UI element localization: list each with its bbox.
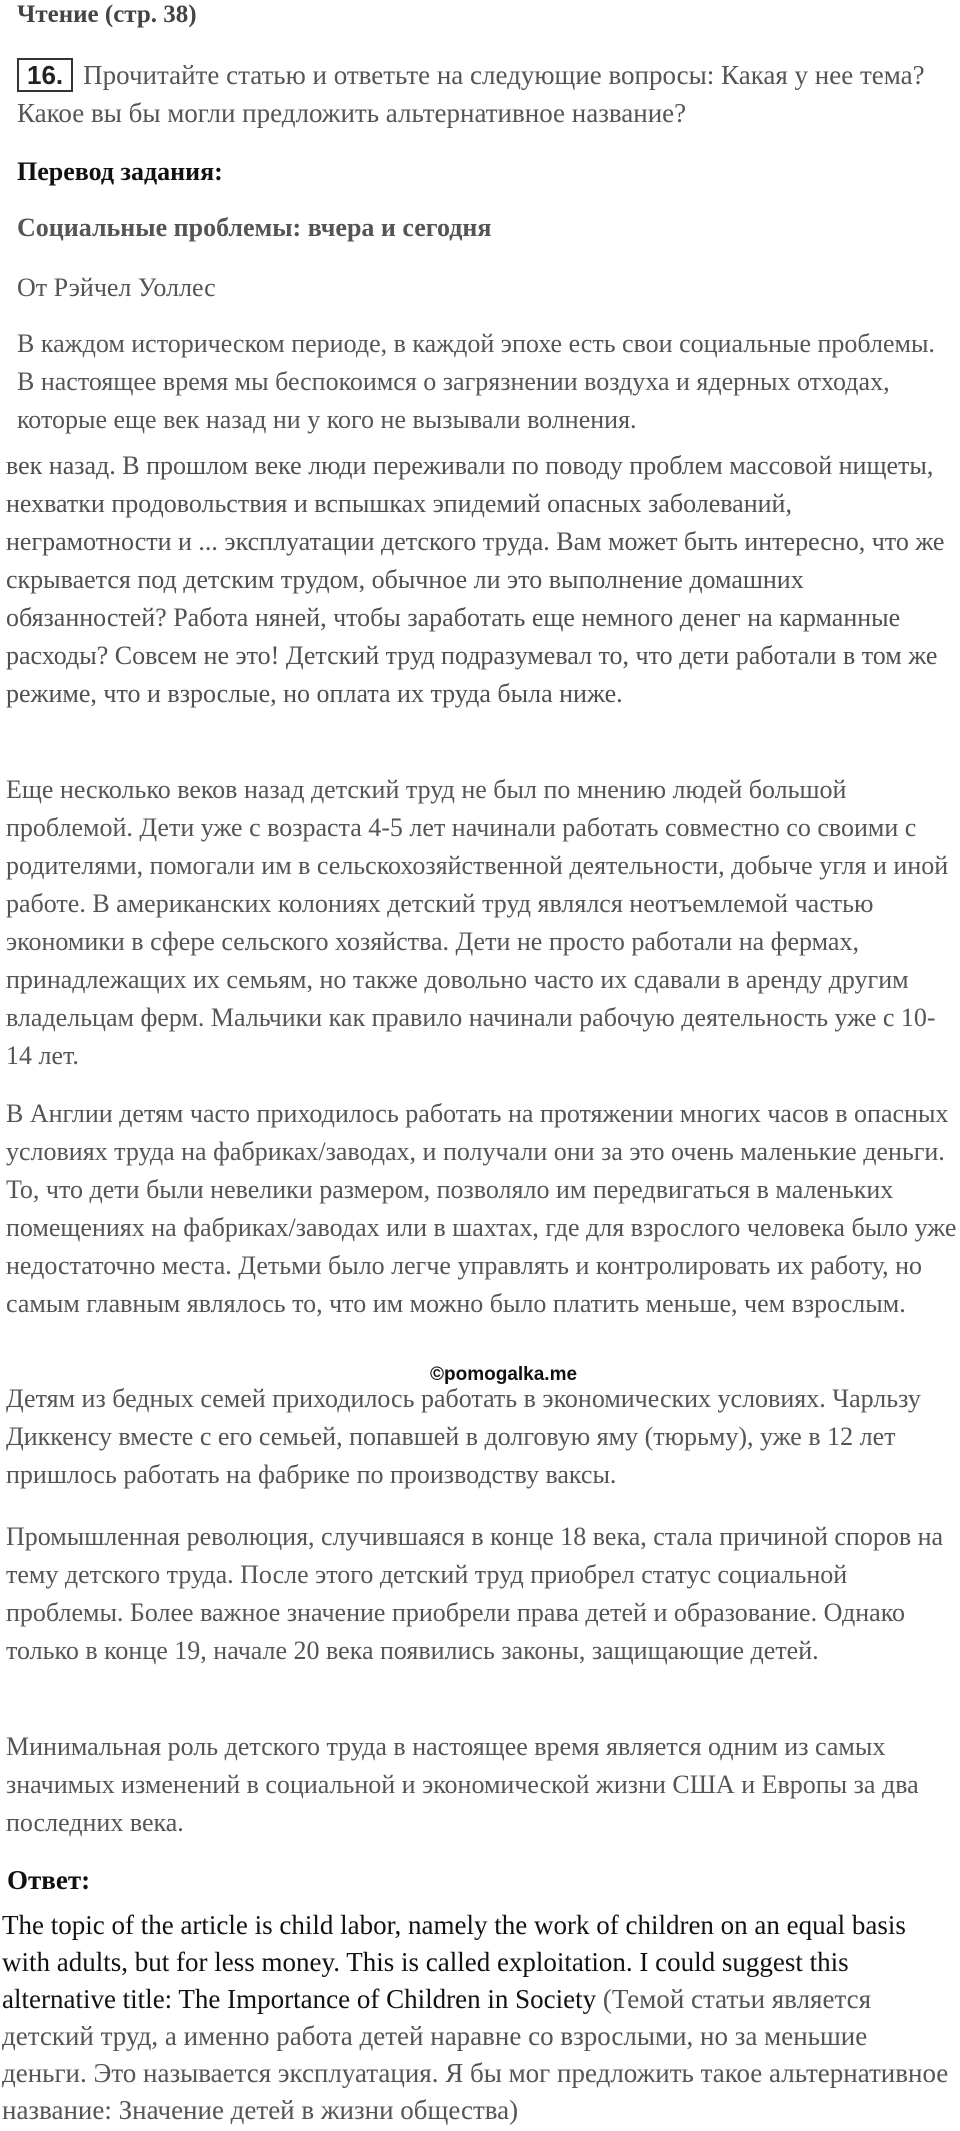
article-paragraph-1: В каждом историческом периоде, в каждой эпохе есть свои социальные проблемы. В настоящее время мы беспокоимся о загрязнении воздуха и ядерных отходах, которые еще век назад ни у кого не вызывали волнения. (17, 329, 935, 434)
answer-english: The topic of the article is child labor, namely the work of children on an equal basis with adults, but for less money. This is called exploitation. I could suggest this alternative title: The Importance of Children in Society (2, 1910, 906, 2014)
translation-heading: Перевод задания: (17, 157, 223, 186)
article-author: От Рэйчел Уоллес (17, 273, 216, 302)
watermark: ©pomogalka.me (430, 1364, 578, 1385)
article-title: Социальные проблемы: вчера и сегодня (17, 213, 492, 242)
task-prompt (17, 56, 942, 132)
answer-russian: (Темой статьи является детский труд, а именно работа детей наравне со взрослыми, но за меньшие деньги. Это называется эксплуатация. Я бы мог предложить такое альтернативное название: Значение детей в жизни общества) (2, 1984, 949, 2125)
article-paragraph-3: Еще несколько веков назад детский труд не был по мнению людей большой проблемой. Дети уже с возраста 4-5 лет начинали работать совместно со своими с родителями, помогали им в сельскохозяйственной деятельности, добыче угля и иной работе. В американских колониях детский труд являлся неотъемлемой частью экономики в сфере сельского хозяйства. Дети не просто работали на фермах, принадлежащих их семьям, но также довольно часто их сдавали в аренду другим владельцам ферм. Мальчики как правило начинали рабочую деятельность уже с 10-14 лет. (6, 775, 949, 1070)
article-paragraph-7: Минимальная роль детского труда в настоящее время является одним из самых значимых изменений в социальной и экономической жизни США и Европы за два последних века. (6, 1732, 919, 1837)
article-paragraph-2: век назад. В прошлом веке люди переживали по поводу проблем массовой нищеты, нехватки продовольствия и вспышках эпидемий опасных заболеваний, неграмотности и ... эксплуатации детского труда. Вам может быть интересно, что же скрывается под детским трудом, обычное ли это выполнение домашних обязанностей? Работа няней, чтобы заработать еще немного денег на карманные расходы? Совсем не это! Детский труд подразумевал то, что дети работали в том же режиме, что и взрослые, но оплата их труда была ниже. (6, 451, 945, 708)
article-paragraph-5: Детям из бедных семей приходилось работать в экономических условиях. Чарльзу Диккенсу вместе с его семьей, попавшей в долговую яму (тюрьму), уже в 12 лет пришлось работать на фабрике по производству ваксы. (6, 1384, 921, 1489)
task-text: Прочитайте статью и ответьте на следующие вопросы: Какая у нее тема? Какое вы бы могли предложить альтернативное название? (17, 60, 925, 128)
answer-text (2, 1907, 952, 2129)
article-paragraph-4: В Англии детям часто приходилось работать на протяжении многих часов в опасных условиях труда на фабриках/заводах, и получали они за это очень маленькие деньги. То, что дети были невелики размером, позволяло им передвигаться в маленьких помещениях на фабриках/заводах или в шахтах, где для взрослого человека было уже недостаточно места. Детьми было легче управлять и контролировать их работу, но самым главным являлось то, что им можно было платить меньше, чем взрослым. (6, 1099, 957, 1318)
task-number-badge: 16. (17, 58, 73, 92)
page-header: Чтение (стр. 38) (17, 1, 197, 28)
article-paragraph-6: Промышленная революция, случившаяся в конце 18 века, стала причиной споров на тему детского труда. После этого детский труд приобрел статус социальной проблемы. Более важное значение приобрели права детей и образование. Однако только в конце 19, начале 20 века появились законы, защищающие детей. (6, 1522, 944, 1665)
answer-label: Ответ: (7, 1865, 91, 1895)
